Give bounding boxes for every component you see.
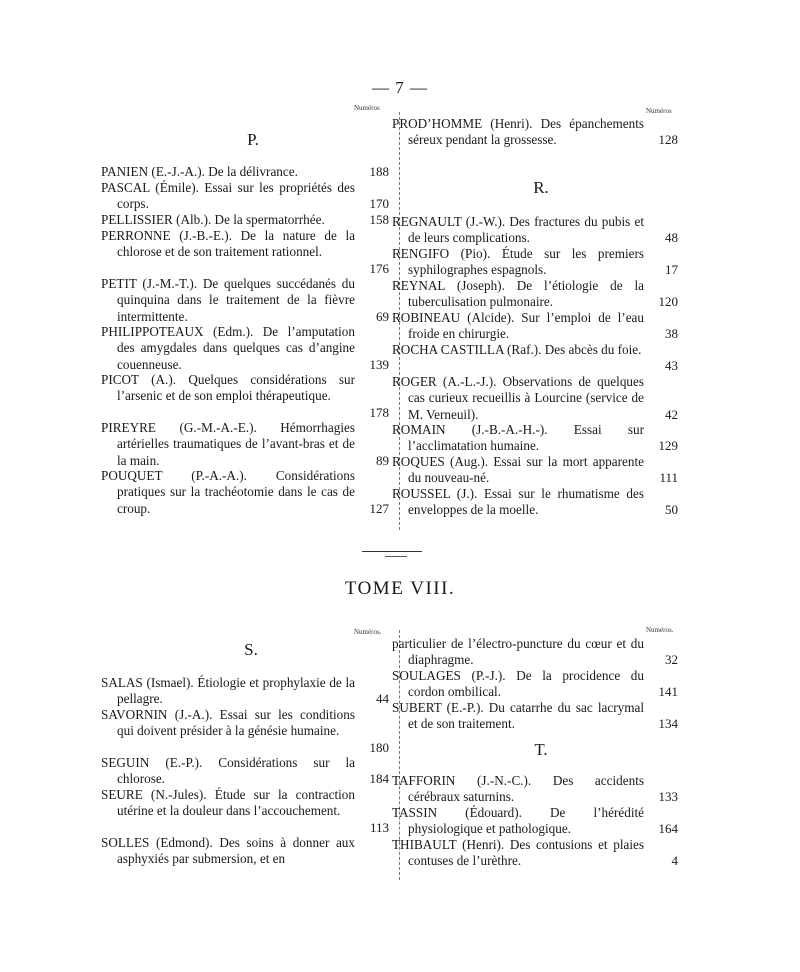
entry-text: ROUSSEL (J.). Essai sur le rhumatisme des enveloppes de la moelle. [392, 486, 644, 518]
index-entry [101, 324, 389, 373]
entry-number: 42 [665, 406, 678, 422]
index-entry [101, 707, 389, 756]
entry-number: 133 [658, 789, 678, 805]
entry-number: 89 [376, 452, 389, 468]
numeros-label-right-top: Numéros [646, 107, 672, 115]
entry-number: 128 [658, 132, 678, 148]
entry-text: THIBAULT (Henri). Des contusions et plaies contuses de l’urèthre. [392, 837, 644, 869]
index-entry [101, 228, 389, 277]
entry-text: particulier de l’électro-puncture du cœur et du diaphragme. [392, 636, 644, 668]
entry-number: 188 [369, 164, 389, 179]
entry-number: 180 [369, 739, 389, 755]
entry-number: 48 [665, 230, 678, 246]
index-entry [392, 486, 678, 519]
index-entry [101, 276, 389, 325]
entry-number: 178 [369, 404, 389, 420]
index-entry [392, 422, 678, 455]
entry-text: SAVORNIN (J.-A.). Essai sur les conditions qui doivent présider à la génésie humaine. [101, 707, 355, 739]
index-entry [392, 214, 678, 247]
entry-text: SOLLES (Edmond). Des soins à donner aux asphyxiés par submersion, et en [101, 835, 355, 867]
entry-number: 158 [369, 212, 389, 227]
index-entry [392, 837, 678, 870]
entry-text: TAFFORIN (J.-N.-C.). Des accidents cérébraux saturnins. [392, 773, 644, 805]
entry-text: SEGUIN (E.-P.). Considérations sur la chlorose. [101, 755, 355, 787]
index-entry [392, 700, 678, 733]
entry-text: SOULAGES (P.-J.). De la procidence du cordon ombilical. [392, 668, 644, 700]
entry-text: SALAS (Ismael). Étiologie et prophylaxie de la pellagre. [101, 675, 355, 707]
index-entry [101, 755, 389, 788]
entry-text: PIREYRE (G.-M.-A.-E.). Hémorrhagies artérielles traumatiques de l’avant-bras et de la main. [101, 420, 355, 468]
numeros-label-left-bottom: Numéros. [354, 628, 382, 636]
entry-number: 38 [665, 326, 678, 342]
entry-text: POUQUET (P.-A.-A.). Considérations pratiques sur la trachéotomie dans le cas de croup. [101, 468, 355, 516]
entry-number: 113 [369, 819, 389, 835]
entry-number: 184 [369, 771, 389, 787]
entry-text: PETIT (J.-M.-T.). De quelques succédanés du quinquina dans le traitement de la fièvre intermittente. [101, 276, 355, 324]
entry-number: 69 [376, 308, 389, 324]
index-entry [392, 773, 678, 806]
index-entry [101, 675, 389, 708]
index-entry [101, 468, 389, 517]
entry-text: PELLISSIER (Alb.). De la spermatorrhée. [101, 212, 325, 227]
index-entry [392, 668, 678, 701]
index-entry [392, 310, 678, 343]
entry-number: 17 [665, 262, 678, 278]
entry-text: PROD’HOMME (Henri). Des épanchements séreux pendant la grossesse. [392, 116, 644, 148]
index-entry [392, 116, 678, 149]
entry-number: 111 [659, 470, 678, 486]
entry-number: 164 [658, 821, 678, 837]
entry-text: ROBINEAU (Alcide). Sur l’emploi de l’eau froide en chirurgie. [392, 310, 644, 342]
page-number: — 7 — [372, 78, 428, 97]
section-letter-t: T. [534, 740, 548, 759]
entry-text: ROGER (A.-L.-J.). Observations de quelques cas curieux recueillis à Lourcine (service de M. Verneuil). [392, 374, 644, 422]
entry-number: 134 [658, 716, 678, 732]
separator-rule-short [385, 556, 407, 557]
entry-number: 127 [369, 500, 389, 516]
numeros-label-right-bottom: Numéros. [646, 626, 674, 634]
numeros-label-left-top: Numéros [354, 104, 380, 112]
index-entry [101, 835, 389, 868]
index-entry [101, 372, 389, 421]
index-entry [101, 787, 389, 836]
separator-rule [362, 551, 422, 552]
index-entry [392, 805, 678, 838]
entry-number: 43 [665, 358, 678, 374]
entry-text: ROCHA CASTILLA (Raf.). Des abcès du foie. [392, 342, 642, 357]
section-letter-s: S. [244, 640, 258, 659]
tome-title: TOME VIII. [344, 578, 456, 599]
entry-text: TASSIN (Édouard). De l’hérédité physiologique et pathologique. [392, 805, 644, 837]
entry-number: 32 [665, 652, 678, 668]
entry-text: PICOT (A.). Quelques considérations sur l’arsenic et de son emploi thérapeutique. [101, 372, 355, 404]
section-letter-p: P. [247, 130, 259, 149]
entry-number: 4 [671, 853, 678, 869]
index-entry [101, 212, 389, 228]
index-entry [392, 374, 678, 423]
index-entry [392, 342, 678, 375]
section-letter-r: R. [533, 178, 549, 197]
index-entry [101, 180, 389, 213]
entry-text: SEURE (N.-Jules). Étude sur la contraction utérine et la douleur dans l’accouchement. [101, 787, 355, 819]
index-entry [101, 164, 389, 180]
entry-text: PASCAL (Émile). Essai sur les propriétés des corps. [101, 180, 355, 212]
entry-number: 170 [369, 196, 389, 212]
entry-number: 50 [665, 502, 678, 518]
entry-number: 141 [658, 684, 678, 700]
index-entry [101, 420, 389, 469]
entry-text: REGNAULT (J.-W.). Des fractures du pubis et de leurs complications. [392, 214, 644, 246]
entry-number: 139 [369, 356, 389, 372]
index-entry [392, 278, 678, 311]
entry-text: PHILIPPOTEAUX (Edm.). De l’amputation des amygdales dans quelques cas d’angine couenneuse. [101, 324, 355, 372]
entry-text: SUBERT (E.-P.). Du catarrhe du sac lacrymal et de son traitement. [392, 700, 644, 732]
entry-number: 129 [658, 438, 678, 454]
entry-text: ROMAIN (J.-B.-A.-H.-). Essai sur l’acclimatation humaine. [392, 422, 644, 454]
entry-number: 176 [369, 260, 389, 276]
entry-text: REYNAL (Joseph). De l’étiologie de la tuberculisation pulmonaire. [392, 278, 644, 310]
index-entry [392, 636, 678, 669]
entry-text: PERRONNE (J.-B.-E.). De la nature de la chlorose et de son traitement rationnel. [101, 228, 355, 260]
entry-number: 120 [658, 294, 678, 310]
entry-number: 44 [376, 691, 389, 707]
entry-text: ROQUES (Aug.). Essai sur la mort apparente du nouveau-né. [392, 454, 644, 486]
index-entry [392, 246, 678, 279]
entry-text: RENGIFO (Pio). Étude sur les premiers syphilographes espagnols. [392, 246, 644, 278]
entry-text: PANIEN (E.-J.-A.). De la délivrance. [101, 164, 298, 179]
index-entry [392, 454, 678, 487]
